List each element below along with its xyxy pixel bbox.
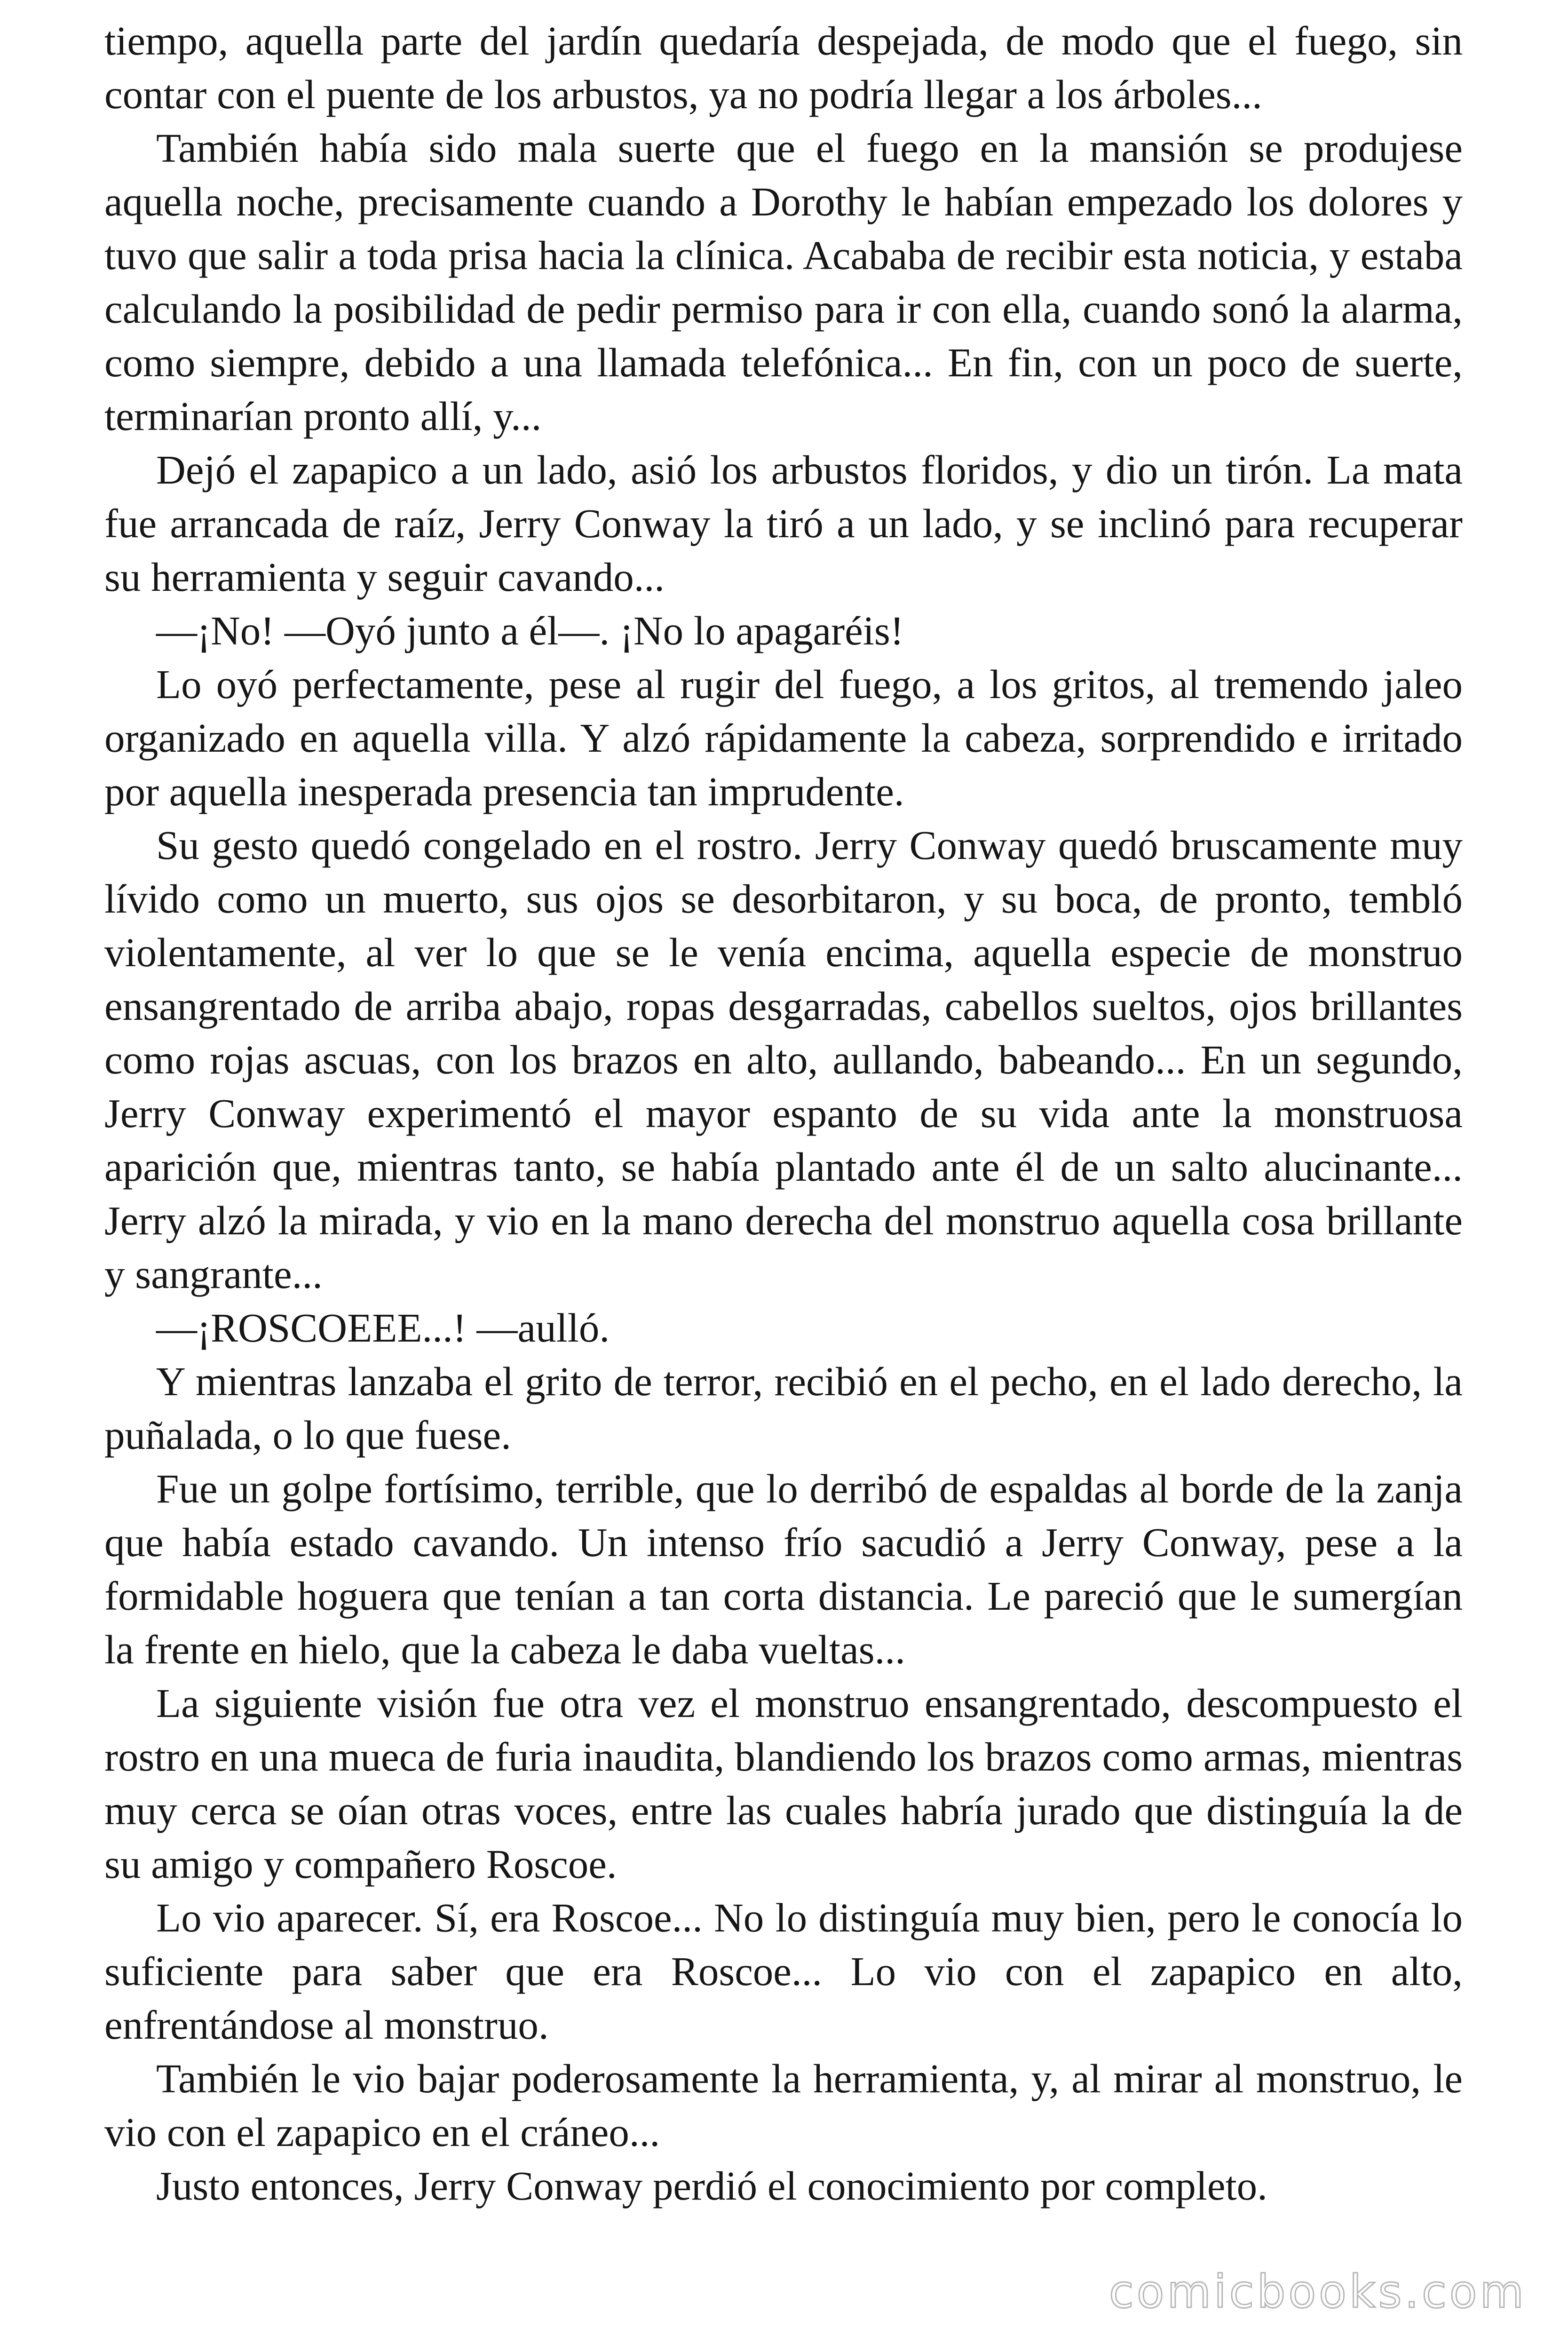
paragraph: La siguiente visión fue otra vez el monstruo ensangrentado, descompuesto el rostro en una mueca de furia inaudita, blandiendo los brazos como armas, mientras muy cerca se oían otras voces, entre las cuales habría jurado que distinguía la de su amigo y compañero Roscoe. xyxy=(104,1680,1463,1887)
body-text xyxy=(104,14,1463,2213)
paragraph: Dejó el zapapico a un lado, asió los arbustos floridos, y dio un tirón. La mata fue arrancada de raíz, Jerry Conway la tiró a un lado, y se inclinó para recuperar su herramienta y seguir cavando... xyxy=(104,447,1463,600)
dialogue-line: —¡No! —Oyó junto a él—. ¡No lo apagaréis! xyxy=(156,608,904,653)
paragraph: Lo oyó perfectamente, pese al rugir del fuego, a los gritos, al tremendo jaleo organizado en aquella villa. Y alzó rápidamente la cabeza, sorprendido e irritado por aquella inesperada presencia tan imprudente. xyxy=(104,661,1463,814)
paragraph: Su gesto quedó congelado en el rostro. Jerry Conway quedó bruscamente muy lívido como un muerto, sus ojos se desorbitaron, y su boca, de pronto, tembló violentamente, al ver lo que se le venía encima, aquella especie de monstruo ensangrentado de arriba abajo, ropas desgarradas, cabellos sueltos, ojos brillantes como rojas ascuas, con los brazos en alto, aullando, babeando... En un segundo, Jerry Conway experimentó el mayor espanto de su vida ante la monstruosa aparición que, mientras tanto, se había plantado ante él de un salto alucinante... Jerry alzó la mirada, y vio en la mano derecha del monstruo aquella cosa brillante y sangrante... xyxy=(104,822,1463,1297)
dialogue-line: —¡ROSCOEEE...! —aulló. xyxy=(156,1305,610,1351)
paragraph: Lo vio aparecer. Sí, era Roscoe... No lo distinguía muy bien, pero le conocía lo suficiente para saber que era Roscoe... Lo vio con el zapapico en alto, enfrentándose al monstruo. xyxy=(104,1895,1463,2048)
watermark: comicbooks.com xyxy=(1109,2265,1527,2318)
paragraph: tiempo, aquella parte del jardín quedaría despejada, de modo que el fuego, sin contar con el puente de los arbustos, ya no podría llegar a los árboles... xyxy=(104,18,1463,117)
paragraph: Y mientras lanzaba el grito de terror, recibió en el pecho, en el lado derecho, la puñalada, o lo que fuese. xyxy=(104,1359,1463,1458)
paragraph: También le vio bajar poderosamente la herramienta, y, al mirar al monstruo, le vio con el zapapico en el cráneo... xyxy=(104,2056,1463,2155)
paragraph: Fue un golpe fortísimo, terrible, que lo derribó de espaldas al borde de la zanja que había estado cavando. Un intenso frío sacudió a Jerry Conway, pese a la formidable hoguera que tenían a tan corta distancia. Le pareció que le sumergían la frente en hielo, que la cabeza le daba vueltas... xyxy=(104,1466,1463,1672)
paragraph: También había sido mala suerte que el fuego en la mansión se produjese aquella noche, precisamente cuando a Dorothy le habían empezado los dolores y tuvo que salir a toda prisa hacia la clínica. Acababa de recibir esta noticia, y estaba calculando la posibilidad de pedir permiso para ir con ella, cuando sonó la alarma, como siempre, debido a una llamada telefónica... En fin, con un poco de suerte, terminarían pronto allí, y... xyxy=(104,125,1463,439)
paragraph: Justo entonces, Jerry Conway perdió el conocimiento por completo. xyxy=(156,2163,1267,2209)
